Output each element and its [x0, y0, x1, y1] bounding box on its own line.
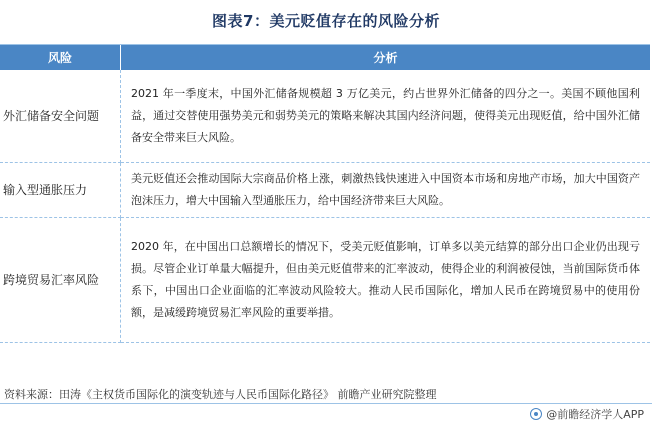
risk-analysis-table: [0, 45, 650, 343]
table-row: [0, 218, 650, 343]
risk-cell: 输入型通胀压力: [0, 163, 121, 218]
divider: [0, 403, 652, 404]
analysis-cell: 2020 年，在中国出口总额增长的情况下，受美元贬值影响，订单多以美元结算的部分出口企业仍出现亏损。尽管企业订单量大幅提升，但由美元贬值带来的汇率波动，使得企业的利润被侵蚀，当前国际货币体系下，中国出口企业面临的汇率波动风险较大。推动人民币国际化，增加人民币在跨境贸易中的使用份额，是减缓跨境贸易汇率风险的重要举措。: [121, 218, 651, 343]
source-note: 资料来源：田涛《主权货币国际化的演变轨迹与人民币国际化路径》 前瞻产业研究院整理: [4, 388, 437, 401]
brand-text: @前瞻经济学人APP: [546, 408, 644, 421]
table-row: [0, 70, 650, 163]
table-header-row: [0, 45, 650, 70]
analysis-cell: 美元贬值还会推动国际大宗商品价格上涨，刺激热钱快速进入中国资本市场和房地产市场，加大中国资产泡沫压力，增大中国输入型通胀压力，给中国经济带来巨大风险。: [121, 163, 651, 218]
risk-cell: 跨境贸易汇率风险: [0, 218, 121, 343]
risk-cell: 外汇储备安全问题: [0, 70, 121, 163]
header-risk: 风险: [0, 45, 121, 70]
table-row: [0, 163, 650, 218]
brand-logo-icon: [530, 408, 542, 420]
figure-title: 图表7：美元贬值存在的风险分析: [212, 12, 440, 30]
brand-credit: [530, 406, 644, 422]
header-analysis: 分析: [121, 45, 651, 70]
analysis-cell: 2021 年一季度末，中国外汇储备规模超 3 万亿美元，约占世界外汇储备的四分之一。美国不顾他国利益，通过交替使用强势美元和弱势美元的策略来解决其国内经济问题，使得美元出现贬值，给中国外汇储备安全带来巨大风险。: [121, 70, 651, 163]
risk-analysis-table-container: [0, 44, 650, 343]
